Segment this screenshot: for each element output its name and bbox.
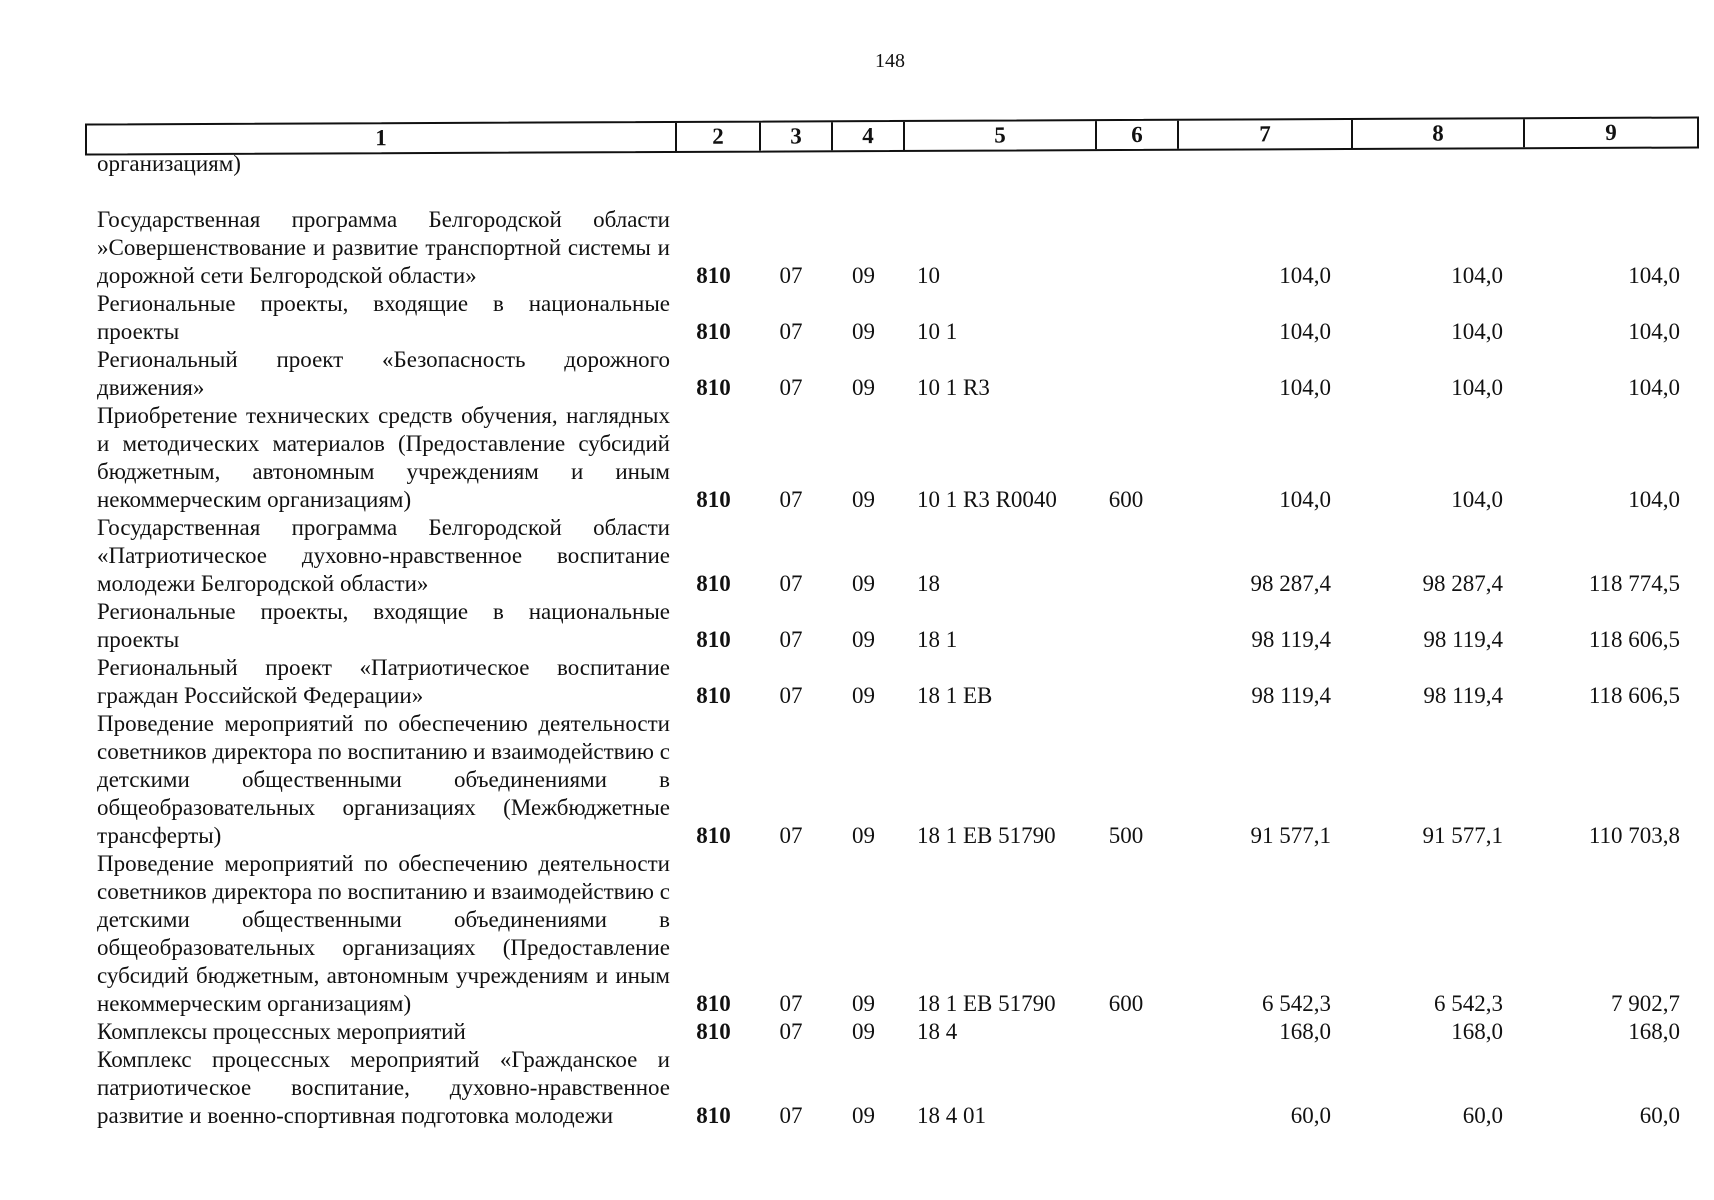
row-name: Проведение мероприятий по обеспечению деятельности советников директора по воспитанию и взаимодействию с детскими общественными объединениями в общеобразовательных организациях (Межбюджетные трансферты) [97, 711, 670, 848]
table-body [0, 150, 1714, 1130]
row-col-8: 104,0 [1451, 263, 1503, 288]
row-col-5: 18 1 ЕВ 51790 [917, 823, 1056, 848]
row-col-7: 104,0 [1279, 375, 1331, 400]
row-col-4: 09 [852, 571, 875, 596]
header-col-8: 8 [1353, 119, 1525, 148]
row-col-4: 09 [852, 1019, 875, 1044]
table-row [0, 514, 1714, 598]
header-col-4: 4 [833, 122, 905, 150]
row-name: Государственная программа Белгородской области «Патриотическое духовно-нравственное воспитание молодежи Белгородской области» [97, 515, 670, 596]
row-col-5: 18 1 ЕВ 51790 [917, 991, 1056, 1016]
row-col-4: 09 [852, 375, 875, 400]
row-col-4: 09 [852, 991, 875, 1016]
row-col-3: 07 [779, 1019, 803, 1044]
header-col-5: 5 [905, 121, 1097, 150]
row-col-4: 09 [852, 487, 875, 512]
header-col-2: 2 [677, 123, 761, 151]
row-col-3: 07 [779, 823, 803, 848]
row-col-8: 168,0 [1451, 1019, 1503, 1044]
row-name: Комплекс процессных мероприятий «Гражданское и патриотическое воспитание, духовно-нравственное развитие и военно-спортивная подготовка молодежи [97, 1047, 670, 1128]
row-col-9: 60,0 [1639, 1103, 1680, 1128]
row-col-8: 98 119,4 [1423, 627, 1503, 652]
row-col-7: 98 119,4 [1251, 683, 1331, 708]
row-col-9: 118 774,5 [1588, 571, 1680, 596]
row-col-5: 18 [917, 571, 940, 596]
row-name: Приобретение технических средств обучения, наглядных и методических материалов (Предоставление субсидий бюджетным, автономным учреждениям и иным некоммерческим организациям) [97, 403, 670, 512]
row-col-3: 07 [779, 571, 803, 596]
header-col-6: 6 [1097, 121, 1179, 149]
row-col-9: 104,0 [1628, 263, 1680, 288]
row-col-3: 07 [779, 375, 803, 400]
row-col-5: 18 1 [917, 627, 958, 652]
row-col-9: 104,0 [1628, 375, 1680, 400]
row-col-8: 91 577,1 [1422, 823, 1503, 848]
row-col-8: 98 119,4 [1423, 683, 1503, 708]
row-col-2: 810 [696, 991, 731, 1016]
row-col-5: 10 1 R3 R0040 [917, 487, 1057, 512]
row-col-9: 118 606,5 [1588, 683, 1680, 708]
table-row [0, 402, 1714, 514]
row-col-2: 810 [696, 571, 731, 596]
row-col-8: 104,0 [1451, 487, 1503, 512]
row-col-3: 07 [779, 683, 803, 708]
row-col-7: 104,0 [1279, 263, 1331, 288]
row-col-9: 7 902,7 [1611, 991, 1680, 1016]
row-col-4: 09 [852, 627, 875, 652]
row-col-7: 60,0 [1290, 1103, 1331, 1128]
row-col-8: 104,0 [1451, 319, 1503, 344]
row-col-9: 168,0 [1628, 1019, 1680, 1044]
table-row [0, 710, 1714, 850]
table-row [0, 1046, 1714, 1130]
row-col-5: 10 [917, 263, 940, 288]
row-col-9: 104,0 [1628, 487, 1680, 512]
table-row [0, 290, 1714, 346]
row-col-6: 600 [1108, 487, 1144, 512]
row-name: Региональный проект «Патриотическое воспитание граждан Российской Федерации» [97, 655, 670, 708]
row-col-5: 10 1 [917, 319, 958, 344]
row-name: Комплексы процессных мероприятий [97, 1019, 466, 1044]
row-col-5: 18 4 [917, 1019, 958, 1044]
row-name: Региональный проект «Безопасность дорожного движения» [97, 347, 670, 400]
table-row [0, 178, 1714, 290]
row-col-3: 07 [779, 1103, 803, 1128]
row-col-3: 07 [779, 991, 803, 1016]
row-col-7: 104,0 [1279, 487, 1331, 512]
row-col-6: 600 [1108, 991, 1144, 1016]
row-name: Региональные проекты, входящие в национальные проекты [97, 599, 670, 652]
row-name: Региональные проекты, входящие в национальные проекты [97, 291, 670, 344]
row-col-7: 98 119,4 [1251, 627, 1331, 652]
row-col-8: 98 287,4 [1422, 571, 1503, 596]
row-name: Проведение мероприятий по обеспечению деятельности советников директора по воспитанию и взаимодействию с детскими общественными объединениями в общеобразовательных организациях (Предоставление субсидий бюджетным, автономным учреждениям и иным некоммерческим организациям) [97, 851, 670, 1016]
row-col-2: 810 [696, 1103, 731, 1128]
row-col-2: 810 [696, 823, 731, 848]
row-col-6: 500 [1108, 823, 1144, 848]
row-col-2: 810 [696, 487, 731, 512]
row-col-3: 07 [779, 487, 803, 512]
row-col-7: 168,0 [1279, 1019, 1331, 1044]
row-col-8: 104,0 [1451, 375, 1503, 400]
row-col-9: 118 606,5 [1588, 627, 1680, 652]
row-col-2: 810 [696, 375, 731, 400]
row-col-2: 810 [696, 263, 731, 288]
row-col-4: 09 [852, 319, 875, 344]
row-col-2: 810 [696, 1019, 731, 1044]
row-col-2: 810 [696, 683, 731, 708]
row-col-8: 60,0 [1462, 1103, 1503, 1128]
row-col-4: 09 [852, 683, 875, 708]
row-col-5: 18 1 ЕВ [917, 683, 993, 708]
row-col-2: 810 [696, 627, 731, 652]
row-col-4: 09 [852, 1103, 875, 1128]
row-col-4: 09 [852, 263, 875, 288]
row-col-7: 6 542,3 [1262, 991, 1331, 1016]
header-col-7: 7 [1179, 120, 1353, 149]
header-col-3: 3 [761, 122, 833, 150]
row-col-3: 07 [779, 263, 803, 288]
table-row [0, 850, 1714, 1018]
header-col-1: 1 [87, 123, 677, 154]
row-col-7: 104,0 [1279, 319, 1331, 344]
row-col-3: 07 [779, 627, 803, 652]
table-row [0, 598, 1714, 654]
row-col-7: 91 577,1 [1250, 823, 1331, 848]
row-col-3: 07 [779, 319, 803, 344]
table-row [0, 150, 1714, 178]
row-col-9: 110 703,8 [1588, 823, 1680, 848]
page-number: 148 [875, 50, 905, 72]
row-col-5: 18 4 01 [917, 1103, 986, 1128]
table-row [0, 346, 1714, 402]
table-row [0, 1018, 1714, 1046]
row-col-2: 810 [696, 319, 731, 344]
row-name: организациям) [97, 151, 241, 176]
header-col-9: 9 [1605, 119, 1617, 145]
row-col-4: 09 [852, 823, 875, 848]
row-col-8: 6 542,3 [1434, 991, 1503, 1016]
table-row [0, 654, 1714, 710]
row-col-7: 98 287,4 [1250, 571, 1331, 596]
row-col-5: 10 1 R3 [917, 375, 990, 400]
row-col-9: 104,0 [1628, 319, 1680, 344]
row-name: Государственная программа Белгородской области »Совершенствование и развитие транспортной системы и дорожной сети Белгородской области» [97, 207, 670, 288]
